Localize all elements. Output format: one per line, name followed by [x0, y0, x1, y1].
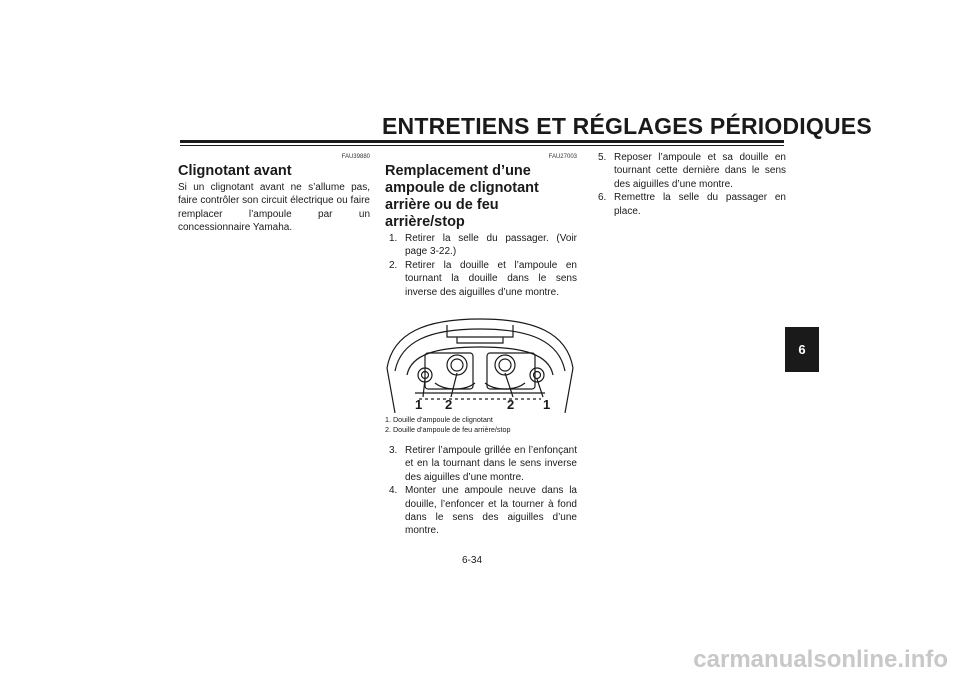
section-heading: Remplacement d’une ampoule de clignotant arrière ou de feu arrière/stop	[385, 163, 539, 230]
step-item	[385, 444, 577, 484]
figure-caption: 1. Douille d’ampoule de clignotant	[385, 415, 493, 425]
step-item	[385, 259, 577, 299]
step-number: 2.	[389, 259, 398, 271]
section-code: FAU39880	[341, 154, 370, 160]
header-rule-thin	[180, 145, 784, 146]
steps-list	[385, 232, 577, 299]
page-header-title: ENTRETIENS ET RÉGLAGES PÉRIODIQUES	[382, 113, 872, 139]
header-rule-thick	[180, 140, 784, 143]
chapter-tab: 6	[785, 327, 819, 372]
figure-label: 1	[415, 397, 423, 413]
section-heading: Clignotant avant	[178, 163, 292, 179]
watermark-text: carmanualsonline.info	[693, 646, 948, 673]
right-column	[594, 151, 786, 218]
step-item	[385, 484, 577, 538]
step-item	[385, 232, 577, 259]
figure-caption: 2. Douille d’ampoule de feu arrière/stop	[385, 425, 511, 435]
section-code: FAU27003	[548, 154, 577, 160]
section-body: Si un clignotant avant ne s’allume pas, faire contrôler son circuit électrique ou faire remplacer l’ampoule par un concessionnaire Yamaha.	[178, 182, 370, 234]
step-text: Retirer la selle du passager. (Voir page 3-22.)	[405, 233, 577, 258]
figure-label: 1	[543, 397, 551, 413]
step-number: 3.	[389, 445, 398, 457]
steps-list	[385, 444, 577, 538]
step-item	[594, 151, 786, 191]
step-number: 5.	[598, 152, 607, 163]
page-number: 6-34	[462, 555, 483, 566]
step-item	[594, 191, 786, 218]
step-text: Monter une ampoule neuve dans la douille, l’enfoncer et la tourner à fond dans le sens des aiguilles d’une montre.	[405, 485, 577, 537]
steps-list	[594, 151, 786, 218]
step-text: Retirer la douille et l’ampoule en tournant la douille dans le sens inverse des aiguilles d’une montre.	[405, 259, 577, 298]
middle-column	[385, 150, 577, 538]
figure-label: 2	[445, 397, 453, 413]
step-number: 1.	[389, 233, 398, 244]
step-text: Reposer l’ampoule et sa douille en tournant cette dernière dans le sens des aiguilles d’une montre.	[614, 152, 786, 190]
step-text: Remettre la selle du passager en place.	[614, 192, 786, 217]
step-number: 6.	[598, 192, 607, 204]
step-text: Retirer l’ampoule grillée en l’enfonçant et en la tournant dans le sens inverse des aiguilles d’une montre.	[405, 445, 577, 483]
bulb-socket-illustration	[385, 313, 575, 413]
left-column	[178, 150, 370, 235]
step-number: 4.	[389, 485, 398, 497]
figure-label: 2	[507, 397, 515, 413]
